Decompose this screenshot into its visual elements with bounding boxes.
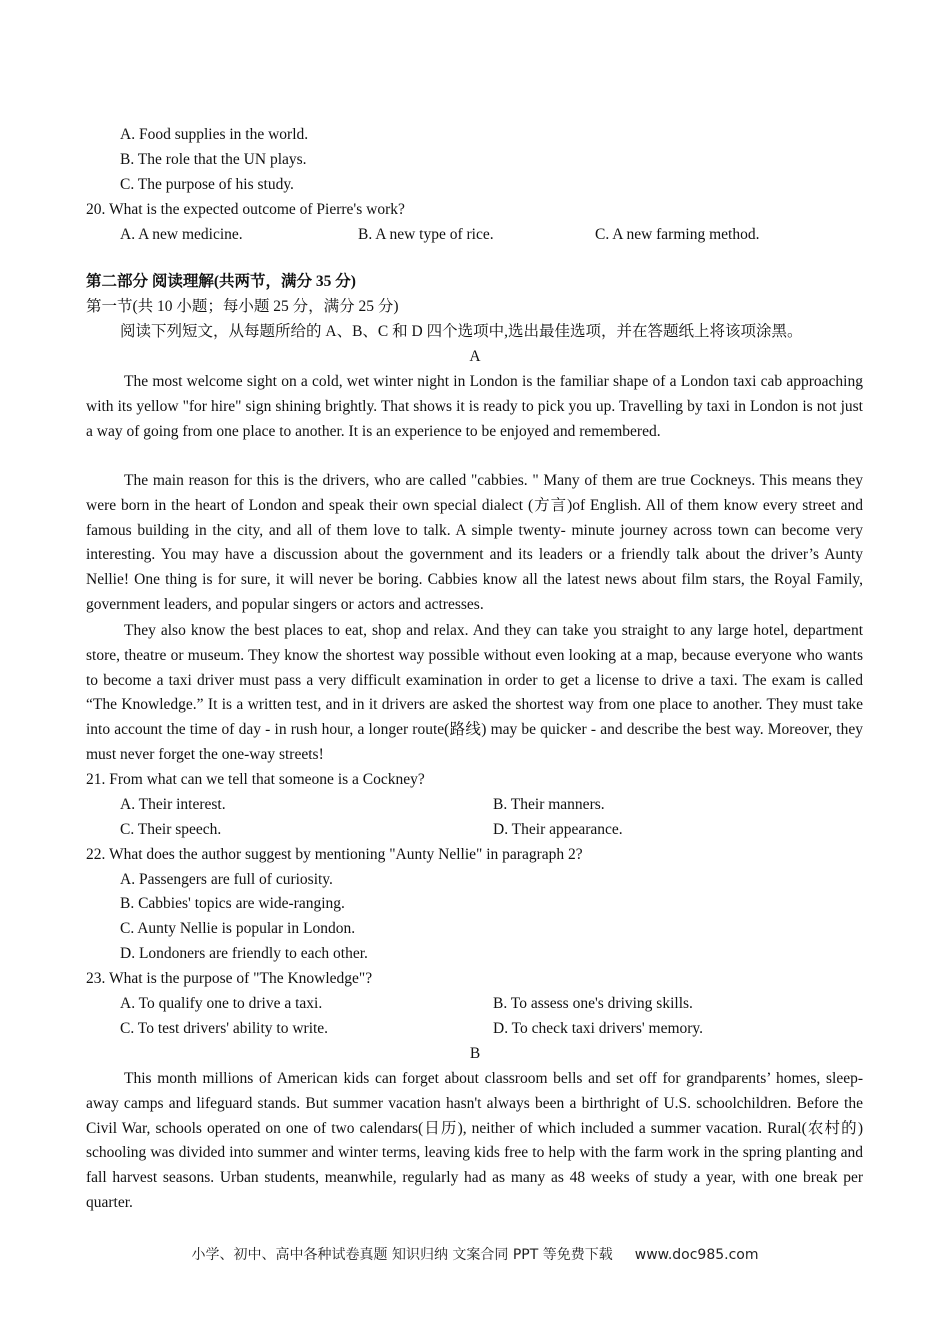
q22-stem: 22. What does the author suggest by mentioning "Aunty Nellie" in paragraph 2?	[86, 846, 583, 863]
q23-option-a: A. To qualify one to drive a taxi.	[120, 995, 323, 1012]
part-title: 第二部分 阅读理解(共两节，满分 35 分)	[86, 273, 356, 290]
q22-option-c: C. Aunty Nellie is popular in London.	[120, 920, 356, 937]
q22-option-d: D. Londoners are friendly to each other.	[120, 945, 368, 962]
q23-option-b: B. To assess one's driving skills.	[493, 995, 693, 1012]
passage-a-paragraph-2: The main reason for this is the drivers, who are called "cabbies. " Many of them are true Cockneys. This means they were born in the heart of London and speak their own special dialect (方言)of English. All of them know every street and famous building in the city, and all of them love to talk. A simple twenty- minute journey across town can become very interesting. You may have a discussion about the government and its leaders or a friendly talk about the driver’s Aunty Nellie! One thing is for sure, it will never be boring. Cabbies know all the latest news about film stars, the Royal Family, government leaders, and popular singers or actors and actresses.	[86, 472, 863, 613]
q22-option-b: B. Cabbies' topics are wide-ranging.	[120, 895, 345, 912]
passage-b-paragraph-1: This month millions of American kids can forget about classroom bells and set off for grandparents’ homes, sleep-away camps and lifeguard stands. But summer vacation hasn't always been a birthright of U.S. schoolchildren. Before the Civil War, schools operated on one of two calendars(日历), neither of which included a summer vacation. Rural(农村的) schooling was divided into summer and winter terms, leaving kids free to help with the farm work in the spring planting and fall harvest seasons. Urban students, meanwhile, regularly had as many as 48 weeks of study a year, with one break per quarter.	[86, 1070, 863, 1211]
q19-option-a: A. Food supplies in the world.	[120, 126, 309, 143]
q23-option-d: D. To check taxi drivers' memory.	[493, 1020, 704, 1037]
q23-option-c: C. To test drivers' ability to write.	[120, 1020, 329, 1037]
passage-a-paragraph-3: They also know the best places to eat, shop and relax. And they can take you straight to any large hotel, department store, theatre or museum. They know the shortest way possible without even looking at a map, because everyone who wants to become a taxi driver must pass a very difficult examination in order to get a license to drive a taxi. The exam is called “The Knowledge.” It is a written test, and in it drivers are asked the shortest way from one place to another. They must take into account the time of day - in rush hour, a longer route(路线) may be quicker - and describe the best way. Moreover, they must never forget the one-way streets!	[86, 622, 863, 763]
footer-text: 小学、初中、高中各种试卷真题 知识归纳 文案合同 PPT 等免费下载	[191, 1247, 613, 1263]
q21-option-a: A. Their interest.	[120, 796, 226, 813]
page-footer	[0, 1244, 950, 1264]
q19-option-c: C. The purpose of his study.	[120, 176, 294, 193]
q19-option-b: B. The role that the UN plays.	[120, 151, 307, 168]
q21-option-c: C. Their speech.	[120, 821, 222, 838]
q20-option-c: C. A new farming method.	[595, 226, 760, 243]
q20-option-a: A. A new medicine.	[120, 226, 243, 243]
q22-option-a: A. Passengers are full of curiosity.	[120, 871, 333, 888]
passage-a-label: A	[469, 348, 481, 365]
q20-option-b: B. A new type of rice.	[358, 226, 494, 243]
q21-option-b: B. Their manners.	[493, 796, 605, 813]
instruction: 阅读下列短文，从每题所给的 A、B、C 和 D 四个选项中,选出最佳选项，并在答题纸上将该项涂黑。	[120, 323, 803, 340]
footer-site-link[interactable]: www.doc985.com	[634, 1247, 759, 1263]
q21-option-d: D. Their appearance.	[493, 821, 623, 838]
q20-stem: 20. What is the expected outcome of Pierre's work?	[86, 201, 405, 218]
q23-stem: 23. What is the purpose of "The Knowledge"?	[86, 970, 373, 987]
passage-b-label: B	[469, 1045, 481, 1062]
subsection-title: 第一节(共 10 小题；每小题 25 分，满分 25 分)	[86, 298, 399, 315]
q21-stem: 21. From what can we tell that someone is a Cockney?	[86, 771, 425, 788]
passage-a-paragraph-1: The most welcome sight on a cold, wet winter night in London is the familiar shape of a London taxi cab approaching with its yellow "for hire" sign shining brightly. That shows it is ready to pick you up. Travelling by taxi in London is not just a way of going from one place to another. It is an experience to be enjoyed and remembered.	[86, 373, 863, 440]
